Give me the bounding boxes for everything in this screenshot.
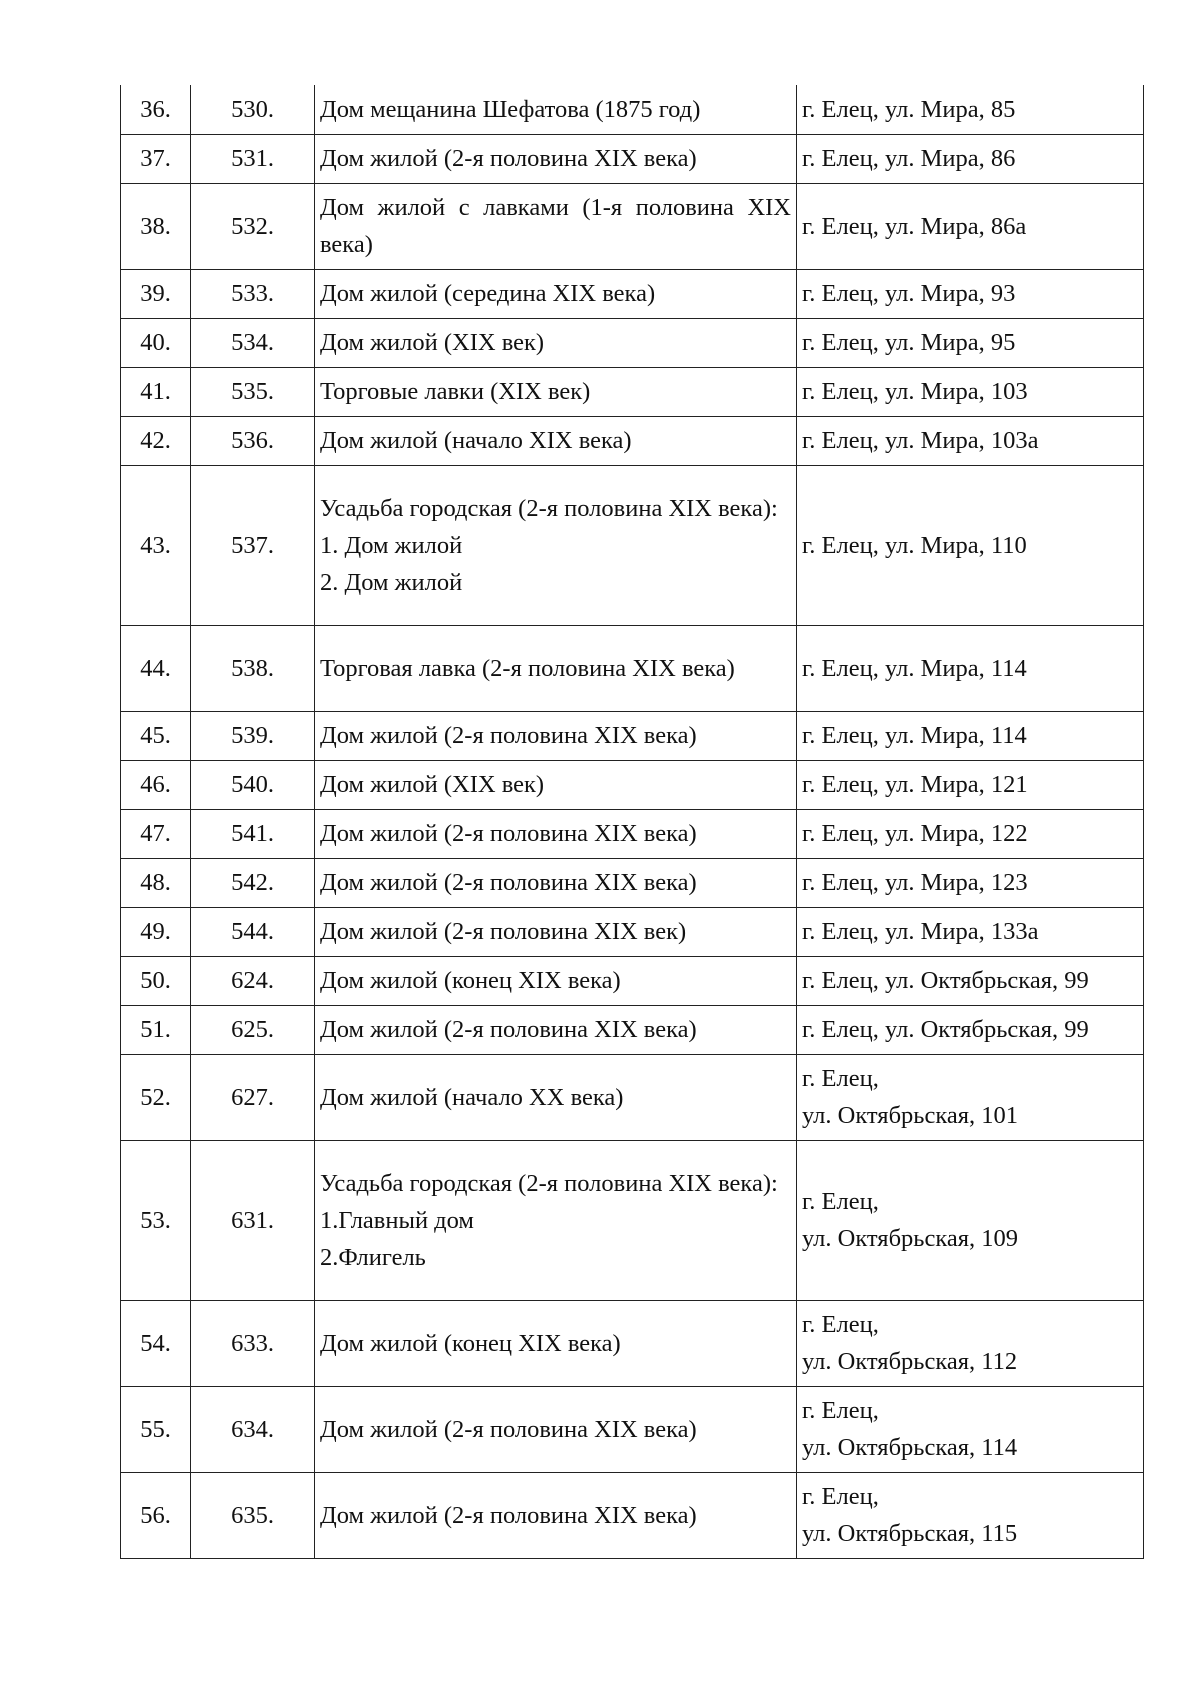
registry-number: 534. [191,318,315,367]
object-address [797,1054,1144,1140]
object-name-line: Дом жилой (XIX век) [320,329,545,356]
registry-number: 539. [191,711,315,760]
row-number: 44. [121,625,191,711]
table-row [121,760,1144,809]
object-address [797,858,1144,907]
table-row [121,711,1144,760]
address-line: г. Елец, ул. Мира, 123 [802,869,1028,896]
object-component-line: 2. Дом жилой [320,568,463,596]
object-name [315,183,797,269]
registry-number: 624. [191,956,315,1005]
table-row [121,956,1144,1005]
object-name-line: Дом жилой (конец XIX века) [320,967,621,994]
object-name-line: Дом жилой (2-я половина XIX века) [320,1016,697,1043]
registry-number: 631. [191,1140,315,1300]
registry-number: 633. [191,1300,315,1386]
object-name [315,1472,797,1558]
object-address [797,1140,1144,1300]
address-line: г. Елец, ул. Мира, 133а [802,918,1039,945]
object-name-line: Дом жилой (2-я половина XIX века) [320,722,697,749]
registry-number: 532. [191,183,315,269]
table-row [121,1386,1144,1472]
row-number: 55. [121,1386,191,1472]
object-name-line: Торговые лавки (XIX век) [320,378,591,405]
object-name [315,1005,797,1054]
row-number: 46. [121,760,191,809]
address-line: г. Елец, ул. Мира, 95 [802,329,1016,356]
object-address [797,1386,1144,1472]
object-name-line: Дом жилой (конец XIX века) [320,1329,621,1357]
table-row [121,1005,1144,1054]
row-number: 53. [121,1140,191,1300]
address-line: г. Елец, [802,1397,879,1424]
object-name-line: Дом жилой (XIX век) [320,771,545,798]
address-line: г. Елец, ул. Мира, 103 [802,378,1028,405]
object-name-line: Усадьба городская (2-я половина XIX века): [320,1169,778,1197]
heritage-objects-table [120,85,1144,1559]
table-row [121,85,1144,134]
object-address [797,711,1144,760]
object-name-line: Дом жилой с лавками (1-я половина XIX века) [320,194,791,258]
object-address [797,809,1144,858]
row-number: 43. [121,465,191,625]
object-address [797,269,1144,318]
registry-number: 535. [191,367,315,416]
object-name-line: Усадьба городская (2-я половина XIX века): [320,494,778,522]
object-component-line: 1. Дом жилой [320,531,463,559]
object-address [797,85,1144,134]
table-row [121,1472,1144,1558]
address-line: г. Елец, ул. Мира, 103а [802,427,1039,454]
object-name-line: Дом жилой (2-я половина XIX века) [320,145,697,172]
address-line: г. Елец, ул. Октябрьская, 99 [802,967,1089,994]
row-number: 49. [121,907,191,956]
table-row [121,625,1144,711]
row-number: 47. [121,809,191,858]
row-number: 50. [121,956,191,1005]
address-line: г. Елец, ул. Мира, 93 [802,280,1016,307]
table-row [121,809,1144,858]
address-line: г. Елец, [802,1188,879,1215]
object-name-line: Дом жилой (начало XX века) [320,1083,624,1111]
object-name-line: Торговая лавка (2-я половина XIX века) [320,654,735,682]
object-address [797,1005,1144,1054]
object-name [315,809,797,858]
object-address [797,134,1144,183]
object-name [315,1300,797,1386]
object-name [315,858,797,907]
registry-number: 635. [191,1472,315,1558]
object-name-line: Дом жилой (начало XIX века) [320,427,632,454]
address-line: ул. Октябрьская, 109 [802,1225,1019,1252]
address-line: г. Елец, ул. Мира, 114 [802,722,1027,749]
object-name-line: Дом жилой (2-я половина XIX века) [320,820,697,847]
object-name [315,1386,797,1472]
address-line: г. Елец, ул. Мира, 86а [802,212,1027,240]
registry-number: 541. [191,809,315,858]
object-name [315,318,797,367]
address-line: г. Елец, ул. Мира, 114 [802,654,1027,682]
table-row [121,1300,1144,1386]
row-number: 37. [121,134,191,183]
object-name-line: Дом жилой (2-я половина XIX века) [320,1501,697,1529]
row-number: 52. [121,1054,191,1140]
object-address [797,956,1144,1005]
object-name [315,367,797,416]
address-line: г. Елец, ул. Мира, 122 [802,820,1028,847]
object-name-line: Дом жилой (2-я половина XIX века) [320,1415,697,1443]
address-line: ул. Октябрьская, 101 [802,1102,1019,1129]
object-address [797,760,1144,809]
object-address [797,1300,1144,1386]
registry-number: 538. [191,625,315,711]
row-number: 51. [121,1005,191,1054]
table-row [121,183,1144,269]
address-line: ул. Октябрьская, 112 [802,1348,1018,1375]
object-component-line: 2.Флигель [320,1243,426,1271]
table-body [121,85,1144,1558]
table-row [121,367,1144,416]
object-name [315,907,797,956]
object-name [315,416,797,465]
address-line: г. Елец, [802,1311,879,1338]
object-address [797,907,1144,956]
object-address [797,318,1144,367]
registry-number: 627. [191,1054,315,1140]
table-row [121,134,1144,183]
object-name [315,760,797,809]
object-name [315,465,797,625]
object-address [797,367,1144,416]
address-line: г. Елец, ул. Мира, 86 [802,145,1016,172]
row-number: 38. [121,183,191,269]
object-name-line: Дом жилой (2-я половина XIX века) [320,869,697,896]
row-number: 42. [121,416,191,465]
row-number: 56. [121,1472,191,1558]
registry-number: 533. [191,269,315,318]
row-number: 41. [121,367,191,416]
object-name-line: Дом мещанина Шефатова (1875 год) [320,95,701,123]
object-component-line: 1.Главный дом [320,1206,474,1234]
object-name [315,956,797,1005]
address-line: ул. Октябрьская, 115 [802,1520,1018,1547]
address-line: г. Елец, ул. Мира, 110 [802,531,1027,559]
table-row [121,1140,1144,1300]
registry-number: 625. [191,1005,315,1054]
object-name [315,1054,797,1140]
registry-number: 544. [191,907,315,956]
table-row [121,907,1144,956]
registry-number: 540. [191,760,315,809]
registry-number: 536. [191,416,315,465]
row-number: 45. [121,711,191,760]
object-name [315,134,797,183]
object-address [797,625,1144,711]
row-number: 40. [121,318,191,367]
object-name [315,625,797,711]
address-line: г. Елец, [802,1065,879,1092]
object-address [797,1472,1144,1558]
table-row [121,269,1144,318]
object-name-line: Дом жилой (середина XIX века) [320,280,656,307]
row-number: 54. [121,1300,191,1386]
object-name [315,269,797,318]
registry-number: 634. [191,1386,315,1472]
object-name [315,711,797,760]
address-line: г. Елец, ул. Мира, 121 [802,771,1028,798]
table-row [121,858,1144,907]
address-line: ул. Октябрьская, 114 [802,1434,1018,1461]
registry-number: 530. [191,85,315,134]
address-line: г. Елец, ул. Мира, 85 [802,95,1016,123]
registry-number: 537. [191,465,315,625]
row-number: 39. [121,269,191,318]
object-address [797,416,1144,465]
address-line: г. Елец, [802,1483,879,1510]
object-address [797,465,1144,625]
table-row [121,465,1144,625]
row-number: 36. [121,85,191,134]
table-row [121,318,1144,367]
address-line: г. Елец, ул. Октябрьская, 99 [802,1016,1089,1043]
object-name-line: Дом жилой (2-я половина XIX век) [320,918,687,945]
object-name [315,1140,797,1300]
registry-number: 542. [191,858,315,907]
registry-number: 531. [191,134,315,183]
object-address [797,183,1144,269]
table-row [121,416,1144,465]
table-row [121,1054,1144,1140]
object-name [315,85,797,134]
row-number: 48. [121,858,191,907]
